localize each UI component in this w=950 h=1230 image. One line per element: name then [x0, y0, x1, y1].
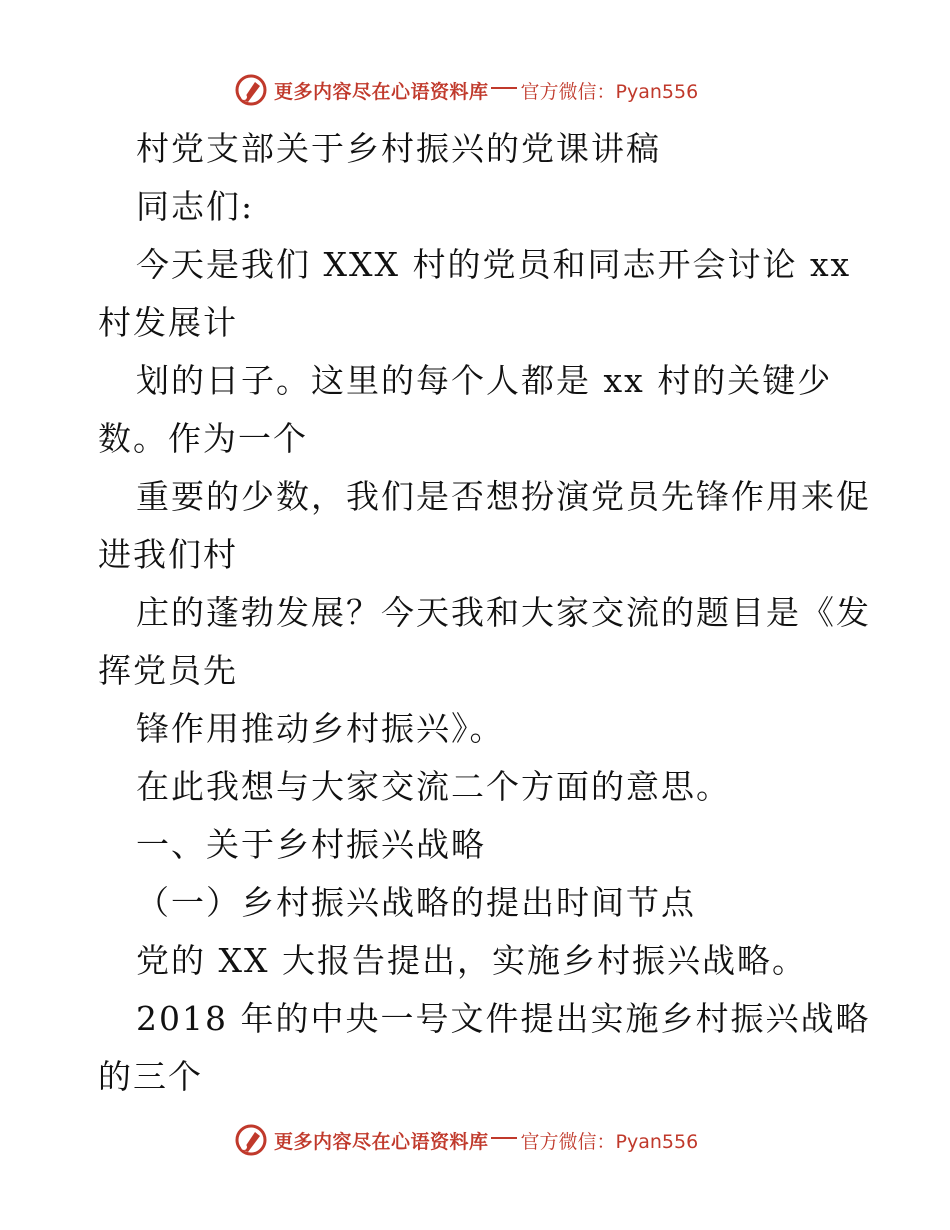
text-line-11: 锋作用推动乡村振兴》。 [136, 709, 505, 748]
text-line-1: 村党支部关于乡村振兴的党课讲稿 [136, 129, 661, 168]
text-line-6: 数。作为一个 [98, 419, 308, 458]
text-line-13: 一、关于乡村振兴战略 [136, 825, 486, 864]
watermark-dash [491, 1137, 517, 1139]
watermark-dash [491, 87, 517, 89]
text-line-12: 在此我想与大家交流二个方面的意思。 [136, 767, 731, 806]
watermark-text: 更多内容尽在心语资料库 [274, 80, 489, 103]
text-line-7: 重要的少数，我们是否想扮演党员先锋作用来促 [136, 477, 871, 516]
text-line-3: 今天是我们 XXX 村的党员和同志开会讨论 xx [136, 245, 852, 284]
text-line-8: 进我们村 [98, 535, 238, 574]
text-line-2: 同志们: [136, 187, 255, 226]
watermark-text: 更多内容尽在心语资料库 [274, 1130, 489, 1153]
watermark-contact: 官方微信：Pyan556 [520, 80, 699, 103]
text-line-15: 党的 XX 大报告提出，实施乡村振兴战略。 [136, 941, 807, 980]
watermark-contact: 官方微信：Pyan556 [520, 1130, 699, 1153]
text-line-10: 挥党员先 [98, 651, 238, 690]
text-line-16: 2018 年的中央一号文件提出实施乡村振兴战略 [136, 999, 871, 1038]
text-line-17: 的三个 [98, 1057, 203, 1096]
text-line-5: 划的日子。这里的每个人都是 xx 村的关键少 [136, 361, 833, 400]
text-line-4: 村发展计 [98, 303, 238, 342]
pen-logo-icon [234, 73, 268, 107]
footer-watermark [234, 1122, 754, 1158]
text-line-14: （一）乡村振兴战略的提出时间节点 [136, 883, 696, 922]
header-watermark [234, 72, 754, 108]
text-line-9: 庄的蓬勃发展？今天我和大家交流的题目是《发 [136, 593, 871, 632]
pen-logo-icon [234, 1123, 268, 1157]
document-body [98, 120, 878, 1106]
